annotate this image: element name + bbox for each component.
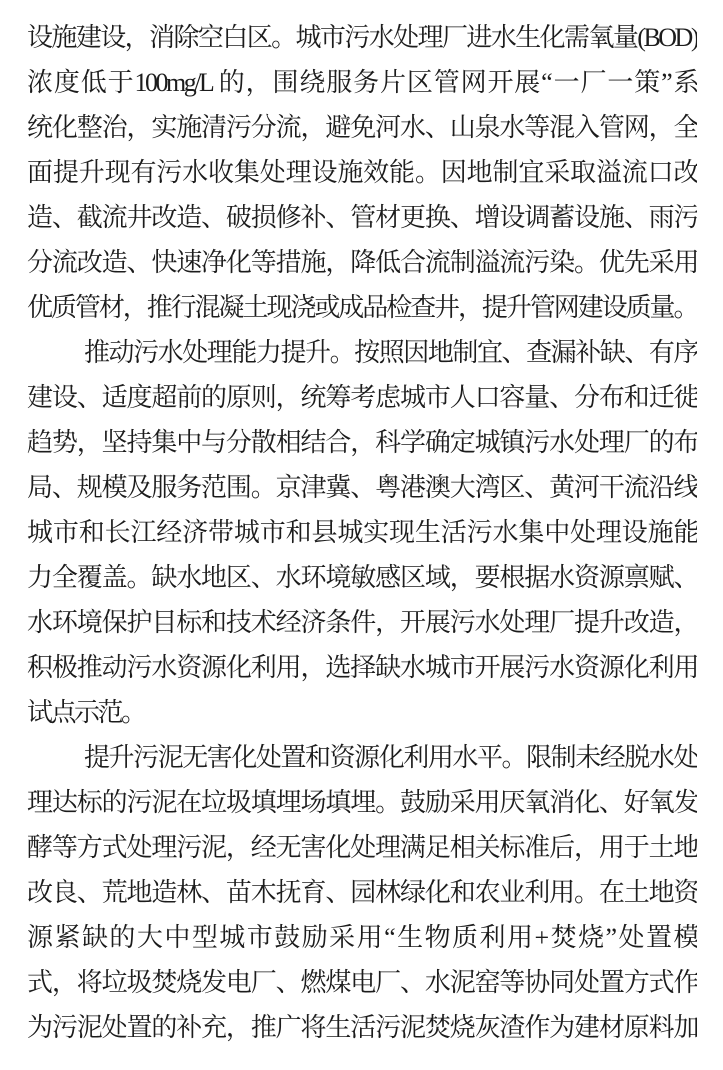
text-line: 优质管材，推行混凝土现浇或成品检查井，提升管网建设质量。 (27, 293, 697, 322)
text-line: 酵等方式处理污泥，经无害化处理满足相关标准后，用于土地 (27, 833, 697, 862)
text-line: 理达标的污泥在垃圾填埋场填埋。鼓励采用厌氧消化、好氧发 (27, 788, 697, 817)
text-line: 局、规模及服务范围。京津冀、粤港澳大湾区、黄河干流沿线 (27, 473, 697, 502)
text-line: 为污泥处置的补充，推广将生活污泥焚烧灰渣作为建材原料加 (27, 1013, 697, 1042)
text-line: 趋势，坚持集中与分散相结合，科学确定城镇污水处理厂的布 (27, 428, 697, 457)
text-line: 建设、适度超前的原则，统筹考虑城市人口容量、分布和迁徙 (27, 383, 697, 412)
document-text-body (27, 15, 697, 1050)
text-line: 提升污泥无害化处置和资源化利用水平。限制未经脱水处 (84, 743, 697, 772)
text-line: 试点示范。 (27, 698, 145, 727)
text-line: 积极推动污水资源化利用，选择缺水城市开展污水资源化利用 (27, 653, 697, 682)
text-line: 源紧缺的大中型城市鼓励采用“生物质利用+焚烧”处置模 (27, 923, 697, 952)
text-line: 面提升现有污水收集处理设施效能。因地制宜采取溢流口改 (27, 158, 697, 187)
text-line: 力全覆盖。缺水地区、水环境敏感区域，要根据水资源禀赋、 (27, 563, 697, 592)
text-line: 推动污水处理能力提升。按照因地制宜、查漏补缺、有序 (84, 338, 697, 367)
text-line: 浓度低于100mg/L 的，围绕服务片区管网开展“一厂一策”系 (27, 68, 697, 97)
text-line: 统化整治，实施清污分流，避免河水、山泉水等混入管网，全 (27, 113, 697, 142)
text-line: 设施建设，消除空白区。城市污水处理厂进水生化需氧量(BOD) (27, 23, 697, 52)
text-line: 城市和长江经济带城市和县城实现生活污水集中处理设施能 (27, 518, 697, 547)
text-line: 分流改造、快速净化等措施，降低合流制溢流污染。优先采用 (27, 248, 697, 277)
text-line: 改良、荒地造林、苗木抚育、园林绿化和农业利用。在土地资 (27, 878, 697, 907)
text-line: 式，将垃圾焚烧发电厂、燃煤电厂、水泥窑等协同处置方式作 (27, 968, 697, 997)
text-line: 造、截流井改造、破损修补、管材更换、增设调蓄设施、雨污 (27, 203, 697, 232)
text-line: 水环境保护目标和技术经济条件，开展污水处理厂提升改造， (27, 608, 697, 637)
